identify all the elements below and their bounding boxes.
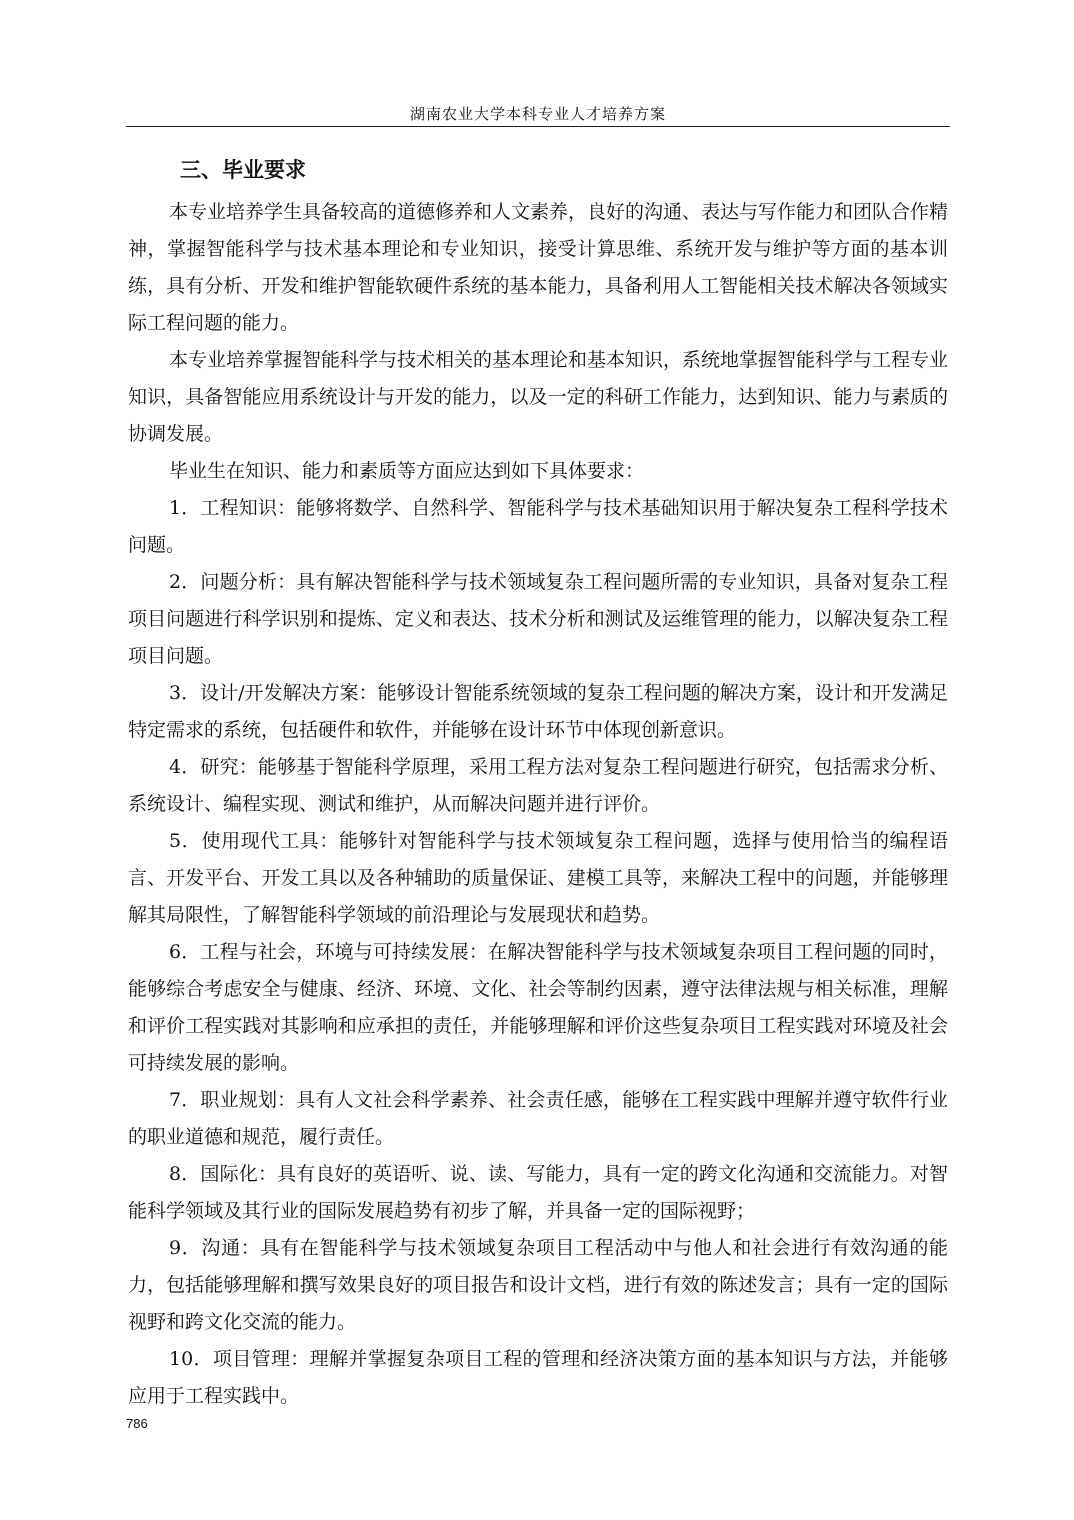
requirement-item: 7．职业规划：具有人文社会科学素养、社会责任感，能够在工程实践中理解并遵守软件行业的职业道德和规范，履行责任。 [128,1089,948,1148]
requirement-item: 9．沟通：具有在智能科学与技术领域复杂项目工程活动中与他人和社会进行有效沟通的能力，包括能够理解和撰写效果良好的项目报告和设计文档，进行有效的陈述发言；具有一定的国际视野和跨文化交流的能力。 [128,1237,948,1333]
paragraph-intro-3: 毕业生在知识、能力和素质等方面应达到如下具体要求： [169,460,645,482]
section-heading: 三、毕业要求 [180,158,306,182]
requirement-item: 8．国际化：具有良好的英语听、说、读、写能力，具有一定的跨文化沟通和交流能力。对智能科学领域及其行业的国际发展趋势有初步了解，并具备一定的国际视野； [128,1163,948,1222]
requirement-item: 5．使用现代工具：能够针对智能科学与技术领域复杂工程问题，选择与使用恰当的编程语言、开发平台、开发工具以及各种辅助的质量保证、建模工具等，来解决工程中的问题，并能够理解其局限性，了解智能科学领域的前沿理论与发展现状和趋势。 [128,830,948,926]
header-rule [126,126,950,127]
paragraph-intro-1: 本专业培养学生具备较高的道德修养和人文素养，良好的沟通、表达与写作能力和团队合作精神，掌握智能科学与技术基本理论和专业知识，接受计算思维、系统开发与维护等方面的基本训练，具有分析、开发和维护智能软硬件系统的基本能力，具备利用人工智能相关技术解决各领域实际工程问题的能力。 [128,201,949,334]
requirement-item: 2．问题分析：具有解决智能科学与技术领域复杂工程问题所需的专业知识，具备对复杂工程项目问题进行科学识别和提炼、定义和表达、技术分析和测试及运维管理的能力，以解决复杂工程项目问题。 [128,571,948,667]
requirement-item: 1．工程知识：能够将数学、自然科学、智能科学与技术基础知识用于解决复杂工程科学技术问题。 [128,497,948,556]
body-text [128,194,948,1415]
requirement-item: 4．研究：能够基于智能科学原理，采用工程方法对复杂工程问题进行研究，包括需求分析、系统设计、编程实现、测试和维护，从而解决问题并进行评价。 [128,756,948,815]
paragraph-intro-2: 本专业培养掌握智能科学与技术相关的基本理论和基本知识，系统地掌握智能科学与工程专业知识，具备智能应用系统设计与开发的能力，以及一定的科研工作能力，达到知识、能力与素质的协调发展。 [128,349,949,445]
running-header: 湖南农业大学本科专业人才培养方案 [409,105,666,123]
requirement-item: 6．工程与社会，环境与可持续发展：在解决智能科学与技术领域复杂项目工程问题的同时，能够综合考虑安全与健康、经济、环境、文化、社会等制约因素，遵守法律法规与相关标准，理解和评价工程实践对其影响和应承担的责任，并能够理解和评价这些复杂项目工程实践对环境及社会可持续发展的影响。 [128,941,948,1074]
requirement-item: 10．项目管理：理解并掌握复杂项目工程的管理和经济决策方面的基本知识与方法，并能够应用于工程实践中。 [128,1348,948,1407]
requirement-item: 3．设计/开发解决方案：能够设计智能系统领域的复杂工程问题的解决方案，设计和开发满足特定需求的系统，包括硬件和软件，并能够在设计环节中体现创新意识。 [128,682,948,741]
page-number: 786 [126,1416,148,1431]
